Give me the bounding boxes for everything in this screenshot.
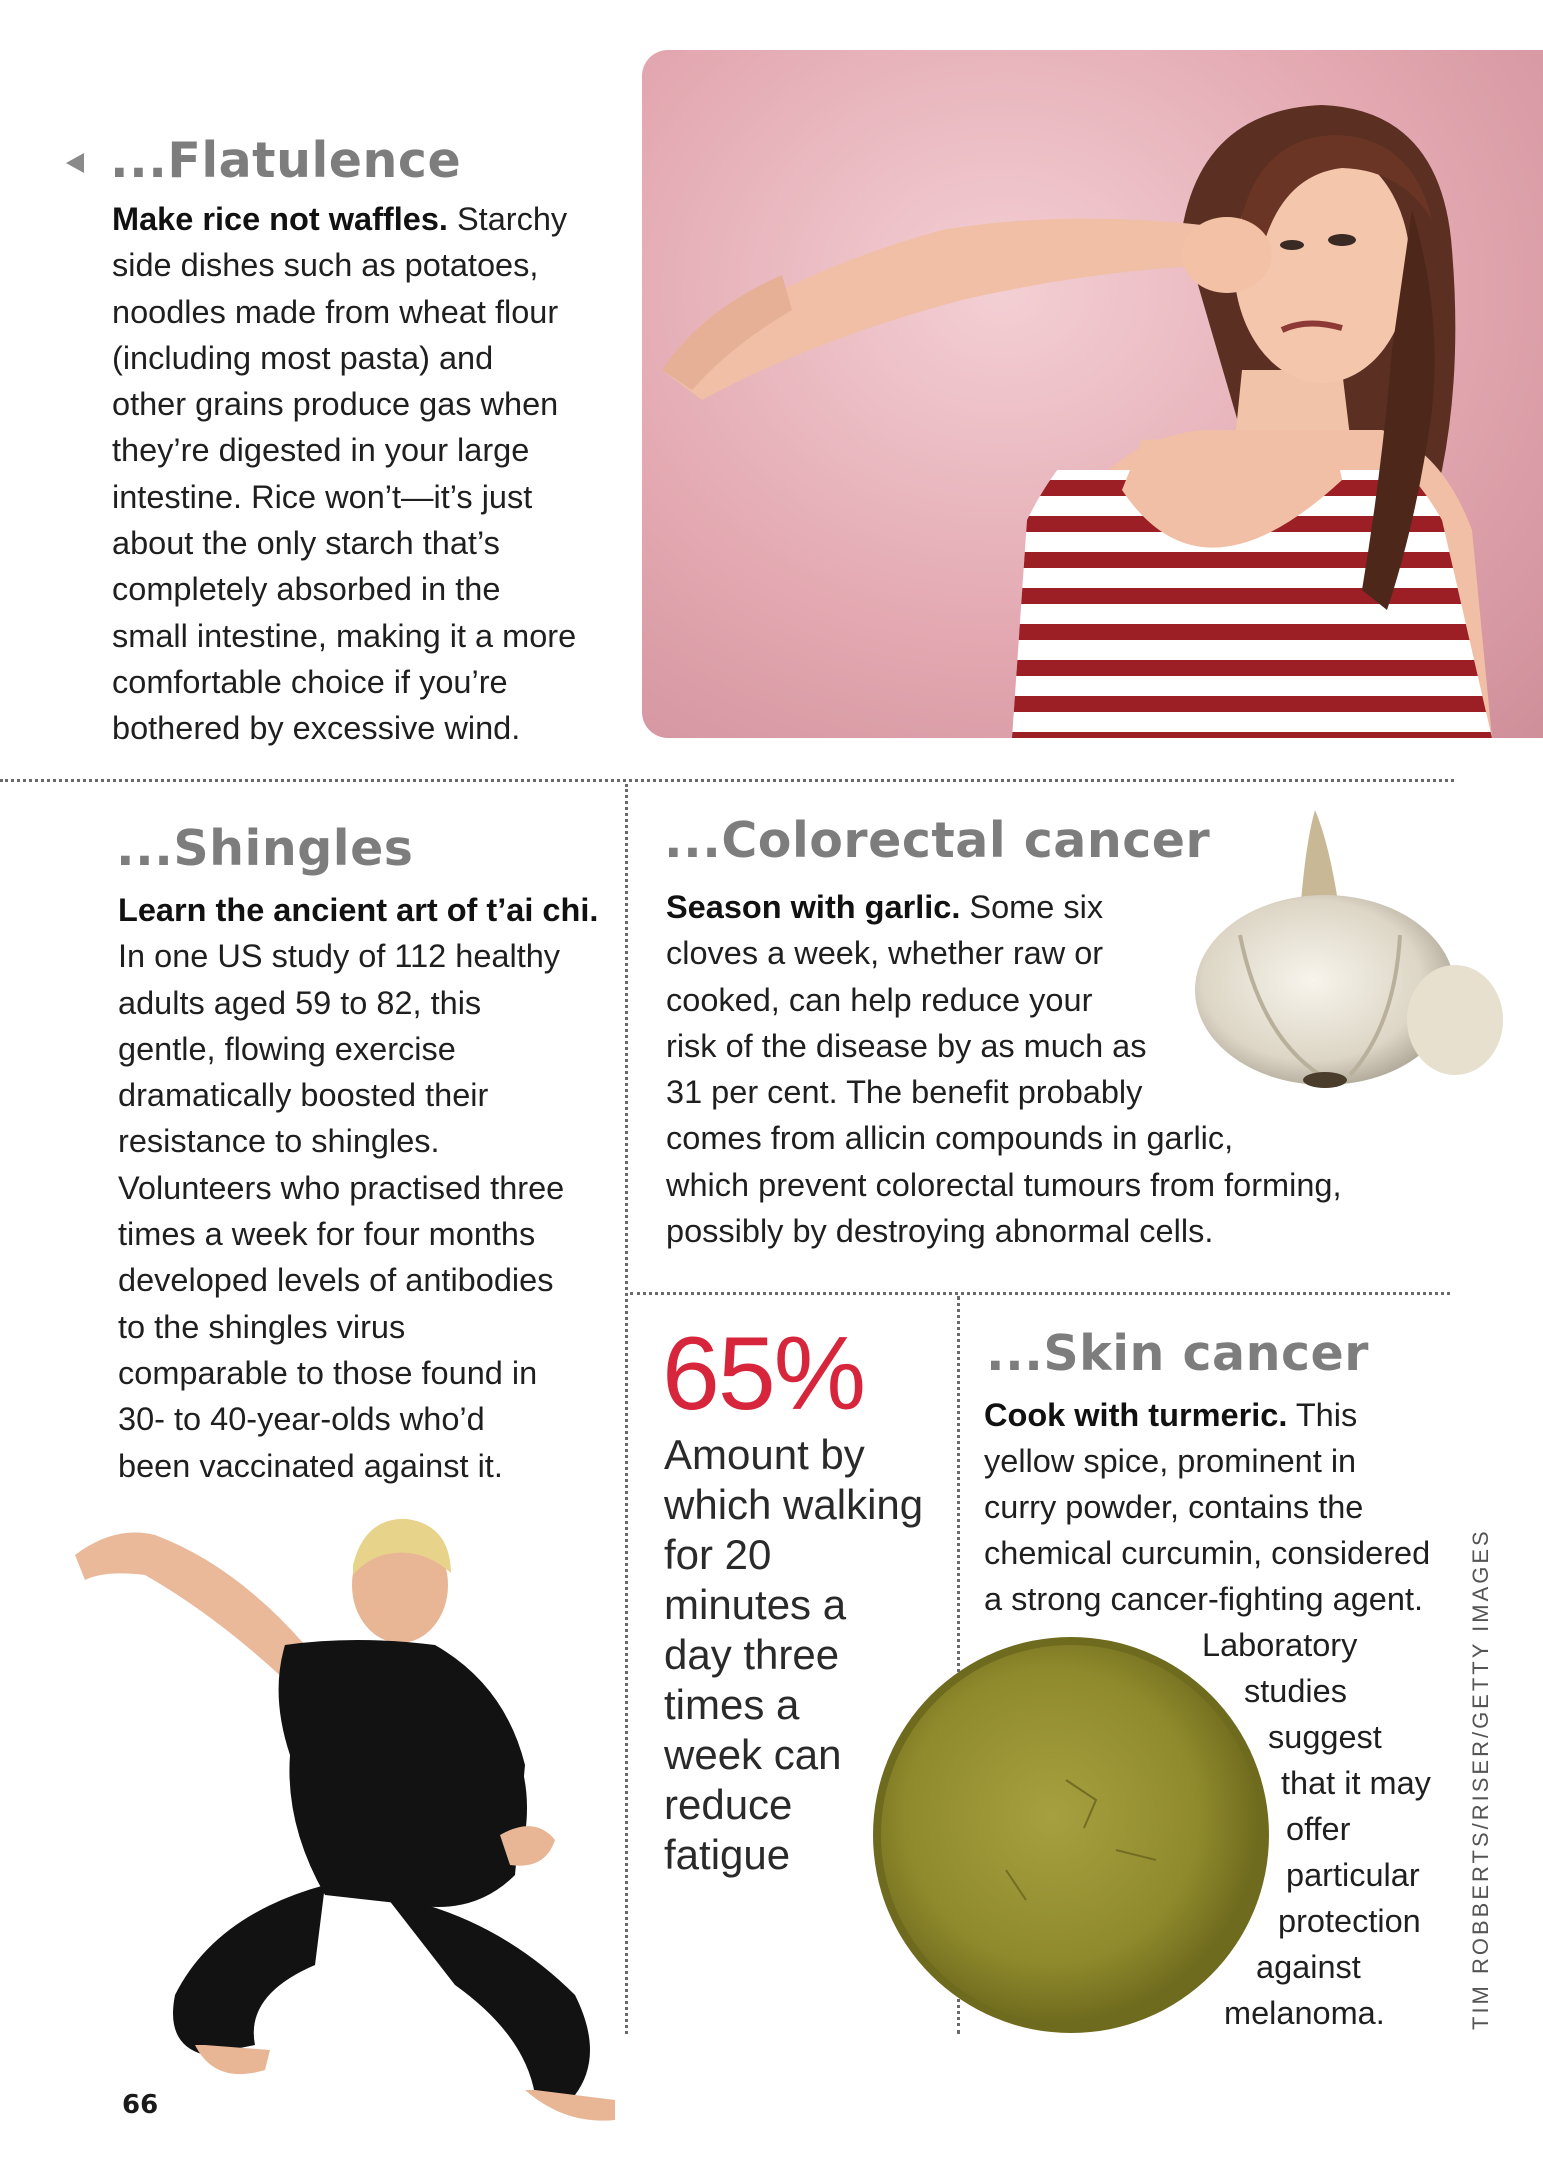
back-arrow-icon <box>66 153 84 173</box>
turmeric-photo <box>866 1630 1276 2040</box>
tai-chi-man-photo <box>55 1495 655 2135</box>
shingles-heading: ...Shingles <box>116 820 414 877</box>
colorectal-lead: Season with garlic. <box>666 889 961 925</box>
garlic-photo <box>1180 805 1510 1105</box>
colorectal-heading: ...Colorectal cancer <box>664 812 1211 869</box>
page-number: 66 <box>122 2090 159 2120</box>
colorectal-body: Season with garlic. Some six cloves a week, whether raw or cooked, can help reduce your risk of the disease by as much as 31 per cent. The benefit probably comes from allicin compounds in garlic, which prevent colorectal tumours from forming, possibly by destroying abnormal cells. <box>666 889 1342 1250</box>
skin-cancer-lead: Cook with turmeric. <box>984 1397 1288 1433</box>
horizontal-divider-top <box>0 779 1454 782</box>
shingles-body: Learn the ancient art of t’ai chi. In one US study of 112 healthy adults aged 59 to 82, this gentle, flowing exercise dramatically boosted their resistance to shingles. Volunteers who practised three times a week for four months developed levels of antibodies to the shingles virus comparable to those found in 30- to 40-year-olds who’d been vaccinated against it. <box>118 892 599 1484</box>
flatulence-body: Make rice not waffles. Starchy side dishes such as potatoes, noodles made from wheat flour (including most pasta) and other grains produce gas when they’re digested in your large intestine. Rice won’t—it’s just about the only starch that’s completely absorbed in the small intestine, making it a more comfortable choice if you’re bothered by excessive wind. <box>112 201 577 747</box>
flatulence-lead: Make rice not waffles. <box>112 201 448 237</box>
horizontal-divider-middle <box>630 1292 1450 1295</box>
flatulence-heading: ...Flatulence <box>110 132 462 189</box>
stat-caption: Amount by which walking for 20 minutes a day three times a week can reduce fatigue <box>664 1431 924 1878</box>
stat-value: 65% <box>662 1316 865 1432</box>
photo-credit: TIM ROBBERTS/RISER/GETTY IMAGES <box>1468 1528 1493 2030</box>
skin-cancer-heading: ...Skin cancer <box>986 1325 1369 1382</box>
woman-holding-nose-photo <box>642 50 1543 738</box>
woman-illustration <box>642 50 1543 738</box>
shingles-lead: Learn the ancient art of t’ai chi. <box>118 892 599 928</box>
